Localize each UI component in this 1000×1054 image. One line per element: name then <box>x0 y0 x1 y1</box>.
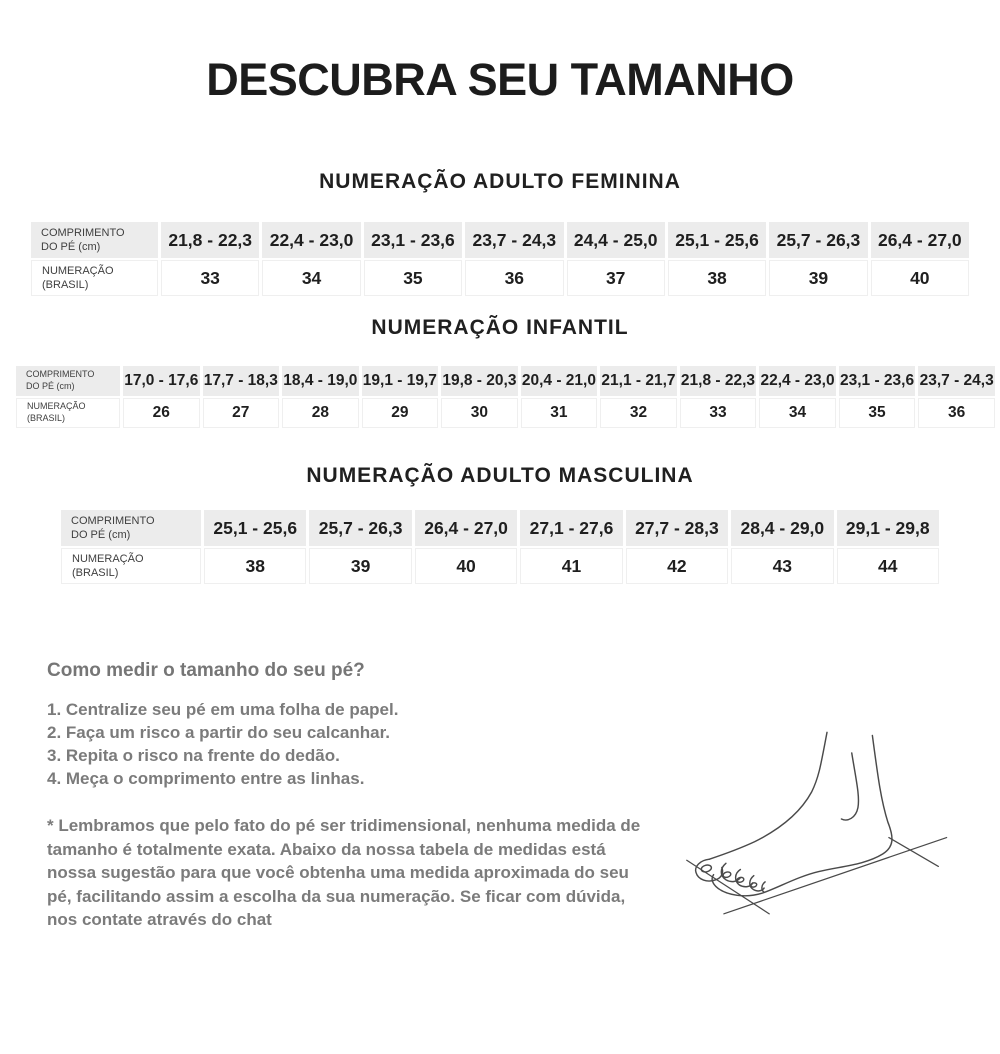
foot-ankle-line <box>841 753 858 820</box>
measure-step-1: 1. Centralize seu pé em uma folha de papel. <box>47 700 399 719</box>
measure-note: * Lembramos que pelo fato do pé ser tridimensional, nenhuma medida de tamanho é totalmente exata. Abaixo da nossa tabela de medidas está nossa sugestão para que você obtenha uma medida aproximada do seu pé, facilitando assim a escolha da sua numeração. Se ficar com dúvida, nos contate através do chat <box>47 816 641 929</box>
size-number-cell: 44 <box>837 548 939 584</box>
size-number-cell: 37 <box>567 260 665 296</box>
measure-guide-heading: Como medir o tamanho do seu pé? <box>47 660 365 681</box>
brazil-size-row <box>61 548 939 584</box>
brazil-size-row <box>16 398 995 428</box>
length-range-cell: 21,1 - 21,7 <box>600 366 677 396</box>
size-number-cell: 38 <box>204 548 306 584</box>
length-range-cell: 20,4 - 21,0 <box>521 366 598 396</box>
length-range-cell: 25,7 - 26,3 <box>769 222 867 258</box>
length-range-cell: 27,7 - 28,3 <box>626 510 728 546</box>
row-label: COMPRIMENTO DO PÉ (cm) <box>16 366 120 396</box>
length-range-cell: 19,1 - 19,7 <box>362 366 439 396</box>
size-number-cell: 33 <box>161 260 259 296</box>
length-range-cell: 18,4 - 19,0 <box>282 366 359 396</box>
size-number-cell: 28 <box>282 398 359 428</box>
length-range-cell: 23,7 - 24,3 <box>465 222 563 258</box>
foot-measure-illustration-icon <box>662 670 992 970</box>
length-range-cell: 28,4 - 29,0 <box>731 510 833 546</box>
row-label: NUMERAÇÃO (BRASIL) <box>61 548 201 584</box>
size-table-children <box>13 364 998 430</box>
length-range-cell: 26,4 - 27,0 <box>871 222 969 258</box>
foot-toenail <box>750 882 757 888</box>
length-range-cell: 23,7 - 24,3 <box>918 366 995 396</box>
length-range-cell: 25,7 - 26,3 <box>309 510 411 546</box>
length-range-cell: 22,4 - 23,0 <box>759 366 836 396</box>
size-number-cell: 31 <box>521 398 598 428</box>
foot-back-outline <box>712 735 892 895</box>
measurement-line-toe <box>687 860 770 914</box>
size-number-cell: 39 <box>309 548 411 584</box>
size-number-cell: 27 <box>203 398 280 428</box>
size-number-cell: 30 <box>441 398 518 428</box>
size-table-adult-male <box>58 508 942 586</box>
brazil-size-row <box>31 260 969 296</box>
length-range-cell: 17,0 - 17,6 <box>123 366 200 396</box>
size-number-cell: 42 <box>626 548 728 584</box>
size-number-cell: 35 <box>839 398 916 428</box>
row-label: NUMERAÇÃO (BRASIL) <box>16 398 120 428</box>
length-range-cell: 24,4 - 25,0 <box>567 222 665 258</box>
measure-step-3: 3. Repita o risco na frente do dedão. <box>47 746 340 765</box>
size-number-cell: 35 <box>364 260 462 296</box>
length-range-cell: 27,1 - 27,6 <box>520 510 622 546</box>
size-number-cell: 32 <box>600 398 677 428</box>
length-range-cell: 23,1 - 23,6 <box>839 366 916 396</box>
size-number-cell: 36 <box>465 260 563 296</box>
length-range-cell: 17,7 - 18,3 <box>203 366 280 396</box>
length-range-cell: 21,8 - 22,3 <box>680 366 757 396</box>
size-number-cell: 33 <box>680 398 757 428</box>
section-heading-adult-female: NUMERAÇÃO ADULTO FEMININA <box>319 170 681 193</box>
length-range-cell: 19,8 - 20,3 <box>441 366 518 396</box>
foot-toe-5 <box>762 882 765 892</box>
size-number-cell: 43 <box>731 548 833 584</box>
size-number-cell: 34 <box>759 398 836 428</box>
foot-length-row <box>31 222 969 258</box>
size-number-cell: 41 <box>520 548 622 584</box>
measurement-line-heel <box>889 838 939 867</box>
length-range-cell: 25,1 - 25,6 <box>204 510 306 546</box>
measure-step-4: 4. Meça o comprimento entre as linhas. <box>47 769 365 788</box>
foot-front-outline <box>709 732 827 859</box>
foot-toenail <box>701 864 713 873</box>
size-table-adult-female <box>28 220 972 298</box>
section-heading-adult-male: NUMERAÇÃO ADULTO MASCULINA <box>306 464 694 487</box>
section-heading-children: NUMERAÇÃO INFANTIL <box>371 316 629 339</box>
size-number-cell: 38 <box>668 260 766 296</box>
size-number-cell: 36 <box>918 398 995 428</box>
row-label: COMPRIMENTO DO PÉ (cm) <box>61 510 201 546</box>
size-number-cell: 26 <box>123 398 200 428</box>
measurement-line-sole <box>724 838 947 914</box>
foot-toenail <box>736 877 744 883</box>
measure-guide-section <box>0 660 1000 970</box>
size-number-cell: 40 <box>415 548 517 584</box>
page-title: DESCUBRA SEU TAMANHO <box>206 54 794 105</box>
row-label: NUMERAÇÃO (BRASIL) <box>31 260 158 296</box>
measure-step-2: 2. Faça um risco a partir do seu calcanhar. <box>47 723 390 742</box>
foot-toenail <box>723 871 732 878</box>
foot-length-row <box>61 510 939 546</box>
length-range-cell: 25,1 - 25,6 <box>668 222 766 258</box>
length-range-cell: 23,1 - 23,6 <box>364 222 462 258</box>
foot-length-row <box>16 366 995 396</box>
size-number-cell: 40 <box>871 260 969 296</box>
row-label: COMPRIMENTO DO PÉ (cm) <box>31 222 158 258</box>
length-range-cell: 22,4 - 23,0 <box>262 222 360 258</box>
length-range-cell: 29,1 - 29,8 <box>837 510 939 546</box>
length-range-cell: 21,8 - 22,3 <box>161 222 259 258</box>
size-number-cell: 34 <box>262 260 360 296</box>
size-number-cell: 39 <box>769 260 867 296</box>
size-number-cell: 29 <box>362 398 439 428</box>
length-range-cell: 26,4 - 27,0 <box>415 510 517 546</box>
foot-big-toe <box>696 859 723 881</box>
